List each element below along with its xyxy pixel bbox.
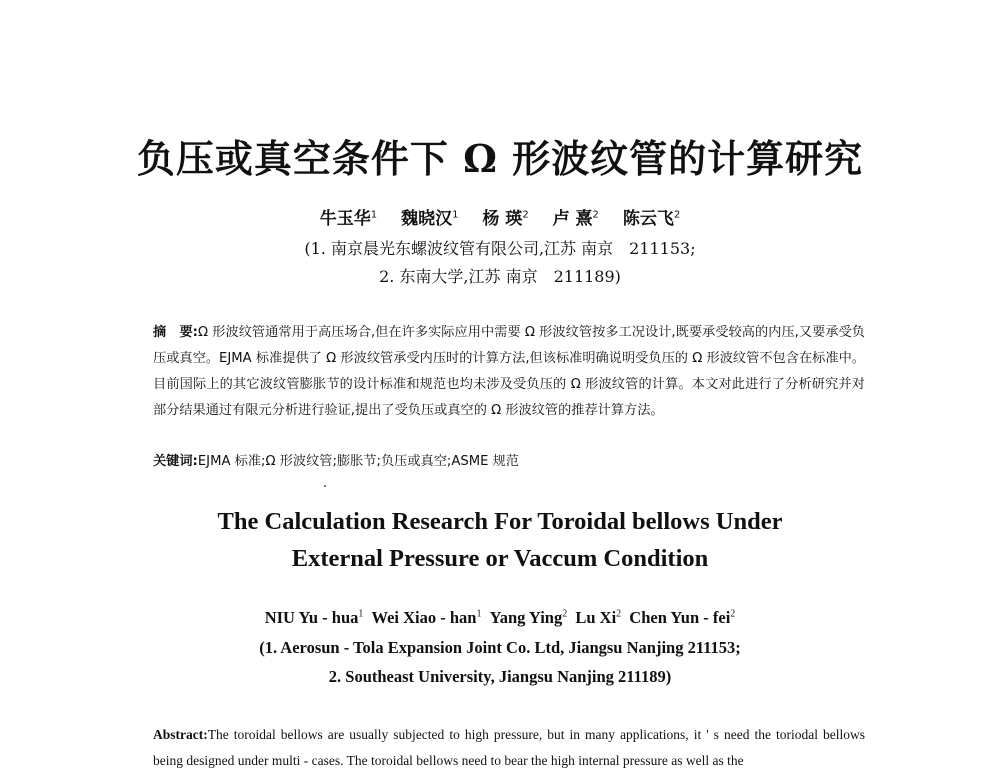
english-author: Wei Xiao - han$^1$	[371, 608, 482, 627]
chinese-abstract-text: Ω 形波纹管通常用于高压场合,但在许多实际应用中需要 Ω 形波纹管按多工况设计,既要承受较高的内压,又要承受负压或真空。EJMA 标准提供了 Ω 形波纹管承受内压时的计算方法,但该标准明确说明受负压的 Ω 形波纹管不包含在标准中。目前国际上的其它波纹管膨胀节的设计标准和规范也均未涉及受负压的 Ω 形波纹管的计算。本文对此进行了分析研究并对部分结果通过有限元分析进行验证,提出了受负压或真空的 Ω 形波纹管的推荐计算方法。	[153, 325, 865, 418]
english-title	[0, 503, 1000, 577]
english-author: Yang Ying$^2$	[489, 608, 568, 627]
chinese-keywords-text: EJMA 标准;Ω 形波纹管;膨胀节;负压或真空;ASME 规范	[197, 454, 519, 469]
english-author: NIU Yu - hua$^1$	[264, 608, 364, 627]
scan-speck	[324, 485, 326, 487]
chinese-author: 陈云飞$^2$	[622, 209, 681, 229]
chinese-keywords	[153, 450, 865, 469]
english-abstract-text: The toroidal bellows are usually subjected to high pressure, but in many applications, it ' s need the toriodal bellows being designed under multi - cases. The toroidal bellows need to bear the high internal pressure as well as the	[153, 727, 865, 768]
english-affiliation-line-2: 2. Southeast University, Jiangsu Nanjing 211189)	[328, 667, 672, 686]
chinese-author-list	[0, 204, 1000, 229]
chinese-author: 魏晓汉$^1$	[401, 209, 459, 229]
english-author: Chen Yun - fei$^2$	[629, 608, 736, 627]
chinese-abstract	[153, 320, 865, 424]
chinese-abstract-label: 摘 要:	[153, 325, 198, 340]
english-author: Lu Xi$^2$	[575, 608, 622, 627]
english-title-line-1: The Calculation Research For Toroidal bellows Under	[217, 508, 783, 535]
english-abstract-label: Abstract:	[153, 727, 208, 742]
chinese-author: 卢 熹$^2$	[552, 209, 599, 229]
chinese-author: 牛玉华$^1$	[319, 209, 378, 229]
chinese-affiliation-line-1: (1. 南京晨光东螺波纹管有限公司,江苏 南京 211153;	[304, 239, 696, 258]
chinese-author: 杨 瑛$^2$	[482, 209, 529, 229]
chinese-keywords-label: 关键词:	[153, 454, 198, 469]
english-affiliation-line-1: (1. Aerosun - Tola Expansion Joint Co. Ltd, Jiangsu Nanjing 211153;	[259, 638, 741, 657]
english-author-list	[0, 608, 1000, 628]
chinese-title: 负压或真空条件下 Ω 形波纹管的计算研究	[136, 136, 864, 181]
english-title-line-2: External Pressure or Vaccum Condition	[291, 545, 709, 572]
chinese-affiliation-line-2: 2. 东南大学,江苏 南京 211189)	[379, 267, 621, 286]
english-abstract	[153, 722, 865, 774]
